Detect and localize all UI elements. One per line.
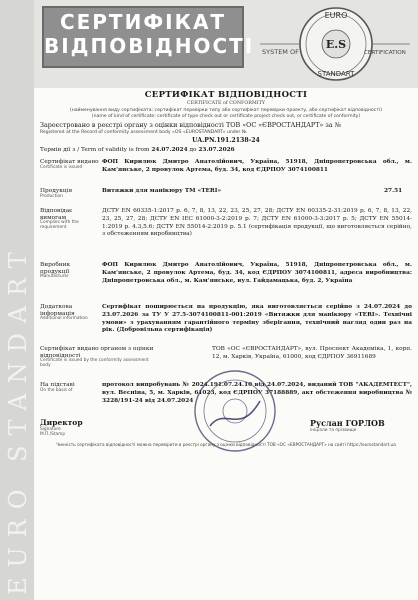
product-code: 27.51 <box>384 188 403 194</box>
field-label-en: Manufacturer <box>40 274 69 280</box>
stamp-label: М.П./Stamp <box>40 432 66 437</box>
seal-left-text: SYSTEM OF <box>262 48 299 56</box>
field-label-en: Additional information <box>40 316 88 322</box>
field-value: ТОВ «ОС «ЄВРОСТАНДАРТ», вул. Проспект Академіка, 1, корп. 12, м. Харків, Україна, 61000, код ЄДРПОУ 36911689 <box>212 346 412 360</box>
field-value: Витяжки для манікюру ТМ «TERI» <box>102 188 222 194</box>
signature-right <box>310 418 385 433</box>
eurostandart-seal-icon <box>260 2 410 86</box>
field-label: Сертифікат видано органом з оцінки відповідності <box>40 346 154 359</box>
top-border <box>34 0 418 88</box>
certificate-title <box>42 6 255 68</box>
seal-right-text: CERTIFICATION <box>364 50 406 56</box>
field-value: ФОП Кирилюк Дмитро Анатолійович, Україна, 51918, Дніпропетровська обл., м. Кам'янське, 2 провулок Артема, буд. 34, код ЄДРПОУ 3074100811 <box>102 159 412 173</box>
validity-label: Термін дії з / Term of validity is from <box>40 147 150 153</box>
title-line-1: СЕРТИФІКАТ <box>59 10 227 34</box>
seal-center-text: E.S <box>325 38 347 51</box>
director-title: Директор <box>40 418 83 427</box>
field-label-en: Complies with the requirement <box>40 220 79 231</box>
registry-en: Registered at the Record of conformity assessment body «OS «EUROSTANDART» under № <box>40 130 247 135</box>
bottom-margin <box>34 510 418 600</box>
field-value: протокол випробувань № 2024.191.07.24.10 від 24.07.2024, виданий ТОВ "АКАДЕМТЕСТ", вул. Весніна, 5, м. Харків, 61023, код ЄДРПОУ 37188889, акт обстеження виробництва № 3228/191-24 від 24.07.2024 <box>102 382 412 404</box>
signatory-sub: ініціали та прізвище <box>310 428 357 433</box>
field-label-en: Certificate is issued by the conformity assessment body <box>40 358 149 369</box>
validity-from: 24.07.2024 <box>151 147 188 153</box>
field-label: Продукція <box>40 188 73 194</box>
heading-sub: CERTIFICATE of CONFORMITY <box>186 101 266 106</box>
footer-note: Чинність сертифіката відповідності можна перевірити в реєстрі органу з оцінки відповідності ТОВ «ОС «ЄВРОСТАНДАРТ» на сайті https://eurostandart.ua <box>56 442 396 447</box>
field-label: Відповідає вимогам <box>40 208 73 221</box>
signature-left <box>40 418 83 437</box>
field-label-en: Certificate is issued <box>40 164 83 170</box>
title-line-2: ВІДПОВІДНОСТІ <box>44 34 255 58</box>
signatory-name: Руслан ГОРЛОВ <box>310 418 385 428</box>
field-value: ФОП Кирилюк Дмитро Анатолійович, Україна, 51918, Дніпропетровська обл., м. Кам'янське, 2 провулок Артема, буд. 34, код ЄДРПОУ 3074100811, адреса виробництва: Дніпропетровська обл., м. Кам'янське, вул. Гайдамацька, буд. 2, Україна <box>102 262 412 284</box>
field-value: Сертифікат поширюється на продукцію, яка виготовляється серійно з 24.07.2024 до 23.07.2026 за ТУ У 27.5-3074100811-001:2019 «Витяжки для манікюру «TERI». Технічні умови» з урахуванням гарантійного терміну зберігання, технічний нагляд один раз на рік. (Добровільна сертифікація) <box>102 304 412 334</box>
validity-to-label: до <box>189 147 197 153</box>
heading-main: СЕРТИФІКАТ ВІДПОВІДНОСТІ <box>144 90 308 100</box>
field-label: Сертифікат видано <box>40 159 99 165</box>
validity-row <box>40 147 412 153</box>
signature-label: Signature <box>40 427 61 432</box>
border-side-text: EURO STANDART <box>4 242 32 595</box>
left-border <box>0 0 34 600</box>
validity-to: 23.07.2026 <box>198 147 235 153</box>
note-ua: (найменування виду сертифіката: сертифікат перевірки типу або сертифікат перевірки проекту, або сертифікат відповідності) <box>69 108 383 113</box>
note-en: (name of kind of certificate: certificate of type check out or certificate project check out, or certificate of conformity) <box>91 114 361 119</box>
field-label: Виробник продукції <box>40 262 71 275</box>
field-label: Додаткова інформація <box>40 304 75 317</box>
seal-top-text: EURO <box>324 11 348 20</box>
field-label-en: On the basis of <box>40 387 73 393</box>
registry-number: UA.PN.191.2138-24 <box>192 137 260 144</box>
field-value: ДСТУ EN 60335-1:2017 р. 6, 7, 8, 13, 22, 23, 25, 27, 28; ДСТУ EN 60335-2-31:2019 р. 6, 7, 8, 13, 22, 23, 25, 27, 28; ДСТУ EN IEC 61000-3-2:2019 р. 7; ДСТУ EN 61000-3-3:2017 р. 5; ДСТУ EN 55014-1:2019 р. 4.3,5.6; ДСТУ EN 55014-2:2019 р. 5.1 (сертифікація продукції, що виготовляється серійно, з обстеженням виробництва) <box>102 208 412 238</box>
field-label: На підставі <box>40 382 75 388</box>
field-label-en: Production <box>40 193 63 199</box>
seal-bottom-text: STANDART <box>317 70 355 78</box>
registry-ua: Зареєстровано в реєстрі органу з оцінки відповідності ТОВ «ОС «ЄВРОСТАНДАРТ» за № <box>40 121 341 129</box>
